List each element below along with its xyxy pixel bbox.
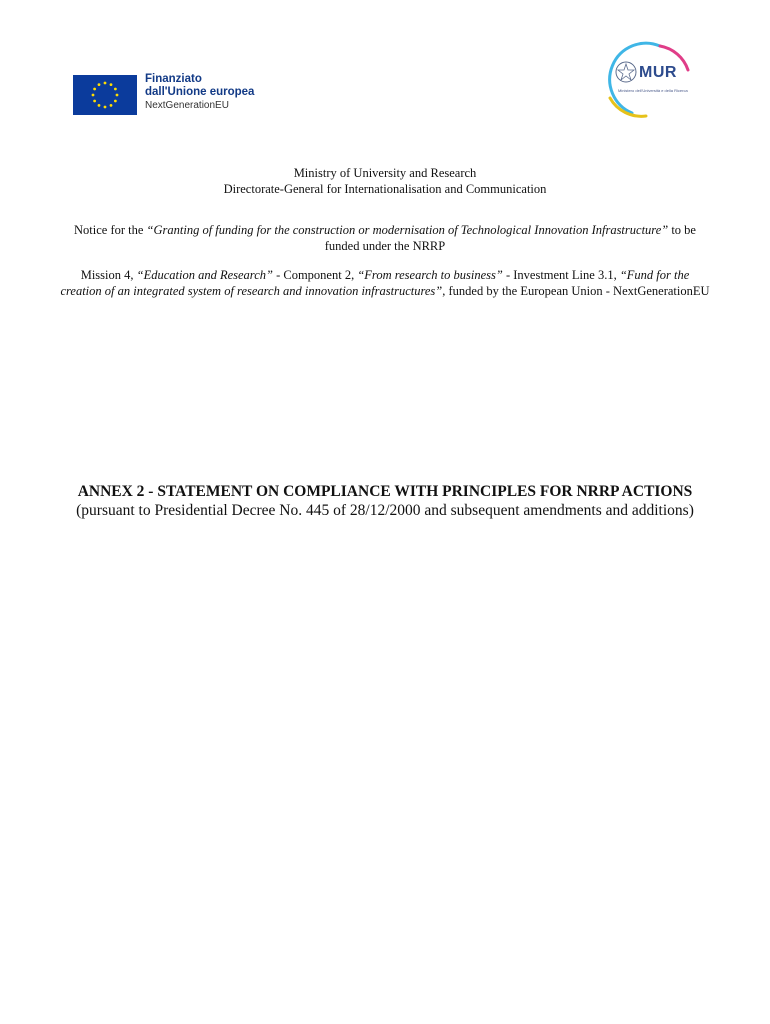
- eu-star: [116, 94, 119, 97]
- eu-logo-line3: NextGenerationEU: [145, 100, 229, 111]
- directorate-name: Directorate-General for Internationalisation and Communication: [223, 182, 547, 196]
- eu-logo-text: [145, 73, 254, 113]
- eu-star: [114, 100, 117, 103]
- eu-funding-logo: [73, 73, 273, 119]
- mur-logo-subtext: Ministero dell'Università e della Ricerca: [618, 88, 688, 93]
- mission-part7: , funded by the European Union - NextGenerationEU: [442, 284, 710, 298]
- eu-star: [110, 83, 113, 86]
- eu-star: [104, 82, 107, 85]
- ministry-block: [60, 165, 710, 197]
- mur-logo-text: MUR: [639, 64, 677, 81]
- eu-star: [114, 88, 117, 91]
- mission-part6: “Fund for the creation of an integrated system of research and innovation infrastructures”: [60, 268, 690, 298]
- mur-logo: [598, 40, 694, 120]
- italian-emblem-icon: [616, 62, 636, 82]
- notice-title: “Granting of funding for the construction or modernisation of Technological Innovation Infrastructure”: [146, 223, 669, 237]
- annex-heading: [60, 482, 710, 521]
- annex-subtitle: (pursuant to Presidential Decree No. 445 of 28/12/2000 and subsequent amendments and additions): [76, 502, 694, 519]
- mission-part3: - Component 2,: [272, 268, 358, 282]
- eu-flag-icon: [73, 75, 137, 115]
- notice-paragraph: [60, 222, 710, 254]
- eu-star: [110, 104, 113, 107]
- eu-star: [93, 88, 96, 91]
- eu-logo-line2: dall'Unione europea: [145, 86, 255, 98]
- notice-suffix: to be funded under the NRRP: [324, 223, 696, 253]
- eu-star: [93, 100, 96, 103]
- mission-part1: Mission 4,: [80, 268, 137, 282]
- eu-star: [98, 104, 101, 107]
- eu-star: [98, 83, 101, 86]
- mission-part2: “Education and Research”: [136, 268, 273, 282]
- mission-part4: “From research to business”: [357, 268, 503, 282]
- eu-star: [92, 94, 95, 97]
- mission-paragraph: [60, 267, 710, 299]
- annex-title: ANNEX 2 - STATEMENT ON COMPLIANCE WITH PRINCIPLES FOR NRRP ACTIONS: [77, 483, 693, 500]
- eu-star: [104, 106, 107, 109]
- ministry-name: Ministry of University and Research: [293, 166, 477, 180]
- notice-prefix: Notice for the: [74, 223, 147, 237]
- eu-logo-line1: Finanziato: [145, 73, 202, 85]
- mission-part5: - Investment Line 3.1,: [502, 268, 620, 282]
